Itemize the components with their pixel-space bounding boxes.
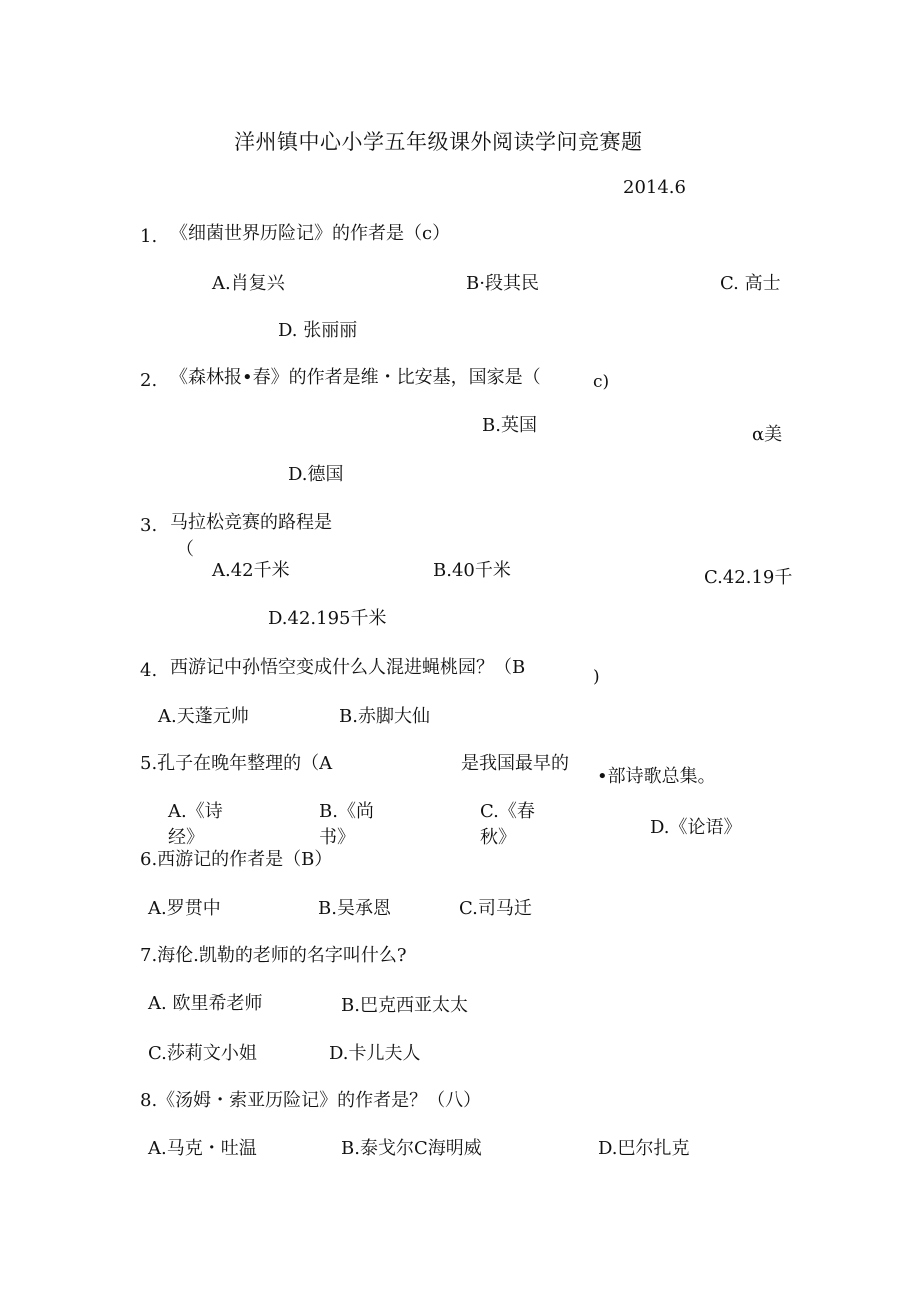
q4-close-paren: ) <box>593 667 600 687</box>
q7-option-c: C.莎莉文小姐 <box>148 1043 257 1064</box>
q5-option-c-line2: 秋》 <box>480 827 516 848</box>
q3-option-a: A.42千米 <box>212 560 290 581</box>
q4-option-a: A.天蓬元帅 <box>158 706 249 727</box>
q5-text-end: •部诗歌总集。 <box>597 766 716 787</box>
q1-option-c: C. 高士 <box>720 273 781 294</box>
q5-option-a-line2: 经》 <box>168 827 204 848</box>
q2-option-c: α美 <box>752 424 783 445</box>
q5-option-b-line2: 书》 <box>319 827 355 848</box>
q7-option-a: A. 欧里希老师 <box>148 993 263 1014</box>
q8-text: 8.《汤姆・索亚历险记》的作者是？（八） <box>140 1090 482 1111</box>
q4-option-b: B.赤脚大仙 <box>339 706 430 727</box>
q5-option-c-line1: C.《春 <box>480 801 535 822</box>
q1-number: 1. <box>140 226 158 247</box>
q6-text: 6.西游记的作者是（B） <box>140 849 333 870</box>
q7-option-d: D.卡儿夫人 <box>329 1043 421 1064</box>
q2-number: 2. <box>140 370 158 391</box>
q1-option-a: A.肖复兴 <box>212 273 285 294</box>
q3-paren: （ <box>176 539 194 560</box>
q5-option-a-line1: A.《诗 <box>168 801 223 822</box>
q3-text: 马拉松竞赛的路程是 <box>170 512 332 533</box>
q7-option-b: B.巴克西亚太太 <box>341 995 468 1016</box>
q2-answer: c) <box>593 372 610 392</box>
q2-option-b: B.英国 <box>482 415 537 436</box>
q6-option-c: C.司马迁 <box>459 898 532 919</box>
q5-option-b-line1: B.《尚 <box>319 801 374 822</box>
q3-option-c: C.42.19千 <box>704 567 793 588</box>
q8-option-a: A.马克・吐温 <box>148 1138 257 1159</box>
q6-option-b: B.吴承恩 <box>318 898 391 919</box>
page-title: 洋州镇中心小学五年级课外阅读学问竞赛题 <box>234 130 643 154</box>
q8-option-bc: B.泰戈尔C海明威 <box>341 1138 482 1159</box>
q6-option-a: A.罗贯中 <box>148 898 221 919</box>
q1-text: 《细菌世界历险记》的作者是（c） <box>170 223 451 244</box>
date-label: 2014.6 <box>623 177 686 198</box>
q1-option-d: D. 张丽丽 <box>278 320 358 341</box>
q5-option-d: D.《论语》 <box>650 817 742 838</box>
q3-number: 3. <box>140 515 158 536</box>
q2-text: 《森林报•春》的作者是维・比安基，国家是（ <box>170 367 541 388</box>
q3-option-d: D.42.195千米 <box>268 608 387 629</box>
q3-option-b: B.40千米 <box>433 560 511 581</box>
q7-text: 7.海伦.凯勒的老师的名字叫什么? <box>140 945 407 966</box>
q1-option-b: B·段其民 <box>466 273 539 294</box>
q8-option-d: D.巴尔扎克 <box>598 1138 690 1159</box>
q2-option-d: D.德国 <box>288 464 344 485</box>
q4-text: 西游记中孙悟空变成什么人混进蝇桃园？（B <box>170 657 526 678</box>
q5-text: 5.孔子在晚年整理的（A <box>140 753 333 774</box>
q4-number: 4. <box>140 660 158 681</box>
q5-text-middle: 是我国最早的 <box>461 753 569 774</box>
